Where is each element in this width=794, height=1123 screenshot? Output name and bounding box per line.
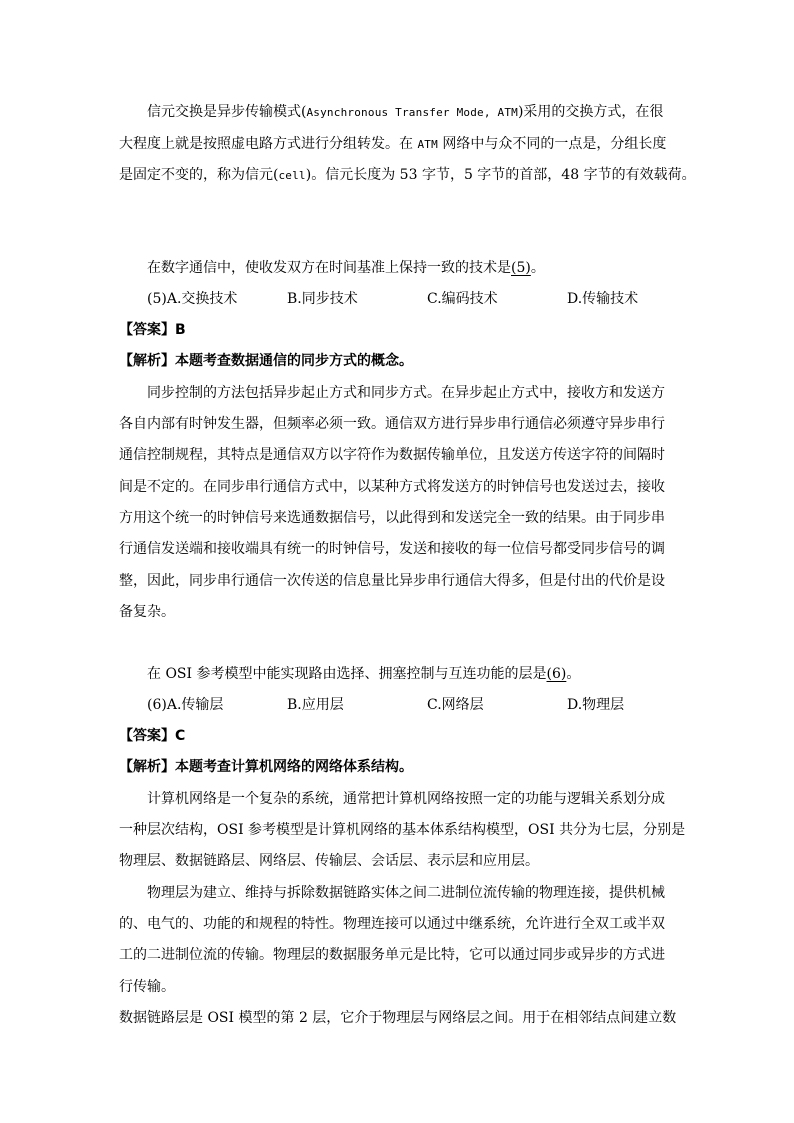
q6-body-line: 计算机网络是一个复杂的系统，通常把计算机网络按照一定的功能与逻辑关系划分成 (147, 791, 665, 807)
q5-body-line: 行通信发送端和接收端具有统一的时钟信号，发送和接收的每一位信号都受同步信号的调 (119, 541, 665, 557)
q5-body-line: 间是不定的。在同步串行通信方式中，以某种方式将发送方的时钟信号也发送过去，接收 (119, 479, 665, 495)
intro-line-3 (119, 165, 696, 185)
q5-answer: 【答案】B (119, 322, 186, 338)
q5-option-a: (5)A.交换技术 (147, 291, 238, 307)
q5-body-line: 整，因此，同步串行通信一次传送的信息量比异步串行通信大得多，但是付出的代价是设 (119, 573, 665, 589)
q6-body-line: 数据链路层是 OSI 模型的第 2 层，它介于物理层与网络层之间。用于在相邻结点间建立数 (119, 1010, 677, 1026)
q5-option-c: C.编码技术 (427, 291, 498, 307)
q6-analysis-heading: 【解析】本题考查计算机网络的网络体系结构。 (119, 759, 413, 775)
q6-body-line: 工的二进制位流的传输。物理层的数据服务单元是比特，它可以通过同步或异步的方式进 (119, 947, 665, 963)
q6-option-c: C.网络层 (427, 697, 484, 713)
intro-term: Asynchronous Transfer Mode, ATM (306, 106, 518, 119)
q5-analysis-heading: 【解析】本题考查数据通信的同步方式的概念。 (119, 353, 413, 369)
q6-body-line: 物理层、数据链路层、网络层、传输层、会话层、表示层和应用层。 (119, 853, 539, 869)
q5-stem-text: 在数字通信中，使收发双方在时间基准上保持一致的技术是 (147, 260, 511, 276)
intro-text: )采用的交换方式，在很 (517, 104, 664, 120)
intro-text: 是固定不变的，称为信元( (119, 167, 279, 183)
q5-stem-end: 。 (530, 260, 545, 276)
intro-term: cell (278, 169, 306, 182)
intro-line-1 (147, 102, 663, 122)
q5-body-line: 方用这个统一的时钟信号来选通数据信号，以此得到和发送完全一致的结果。由于同步串 (119, 510, 665, 526)
q6-body-line: 物理层为建立、维持与拆除数据链路实体之间二进制位流传输的物理连接，提供机械 (147, 885, 665, 901)
q6-option-a: (6)A.传输层 (147, 697, 224, 713)
q6-option-d: D.物理层 (567, 697, 625, 713)
intro-term: ATM (417, 138, 438, 151)
intro-text: 网络中与众不同的一点是，分组长度 (437, 136, 667, 152)
intro-line-2 (119, 134, 666, 154)
q5-blank: (5) (511, 260, 531, 276)
q6-stem-end: 。 (566, 666, 581, 682)
q6-body-line: 的、电气的、功能的和规程的特性。物理连接可以通过中继系统，允许进行全双工或半双 (119, 916, 665, 932)
q5-body-line: 同步控制的方法包括异步起止方式和同步方式。在异步起止方式中，接收方和发送方 (147, 385, 665, 401)
q6-body-line: 行传输。 (119, 979, 175, 995)
q6-stem-text: 在 OSI 参考模型中能实现路由选择、拥塞控制与互连功能的层是 (147, 666, 547, 682)
q6-body-line: 一种层次结构，OSI 参考模型是计算机网络的基本体系结构模型，OSI 共分为七层，分别是 (119, 822, 686, 838)
q6-stem (147, 664, 580, 684)
intro-text: )。信元长度为 53 字节，5 字节的首部，48 字节的有效载荷。 (305, 167, 696, 183)
intro-text: 信元交换是异步传输模式( (147, 104, 307, 120)
q6-blank: (6) (546, 666, 567, 682)
q5-body-line: 通信控制规程，其特点是通信双方以字符作为数据传输单位，且发送方传送字符的间隔时 (119, 447, 665, 463)
q5-option-b: B.同步技术 (287, 291, 358, 307)
q5-stem (147, 258, 545, 278)
q6-option-b: B.应用层 (287, 697, 344, 713)
intro-text: 大程度上就是按照虚电路方式进行分组转发。在 (119, 136, 418, 152)
q5-body-line: 各自内部有时钟发生器，但频率必须一致。通信双方进行异步串行通信必须遵守异步串行 (119, 416, 665, 432)
q6-answer: 【答案】C (119, 728, 186, 744)
q5-option-d: D.传输技术 (567, 291, 639, 307)
q5-body-line: 备复杂。 (119, 604, 175, 620)
